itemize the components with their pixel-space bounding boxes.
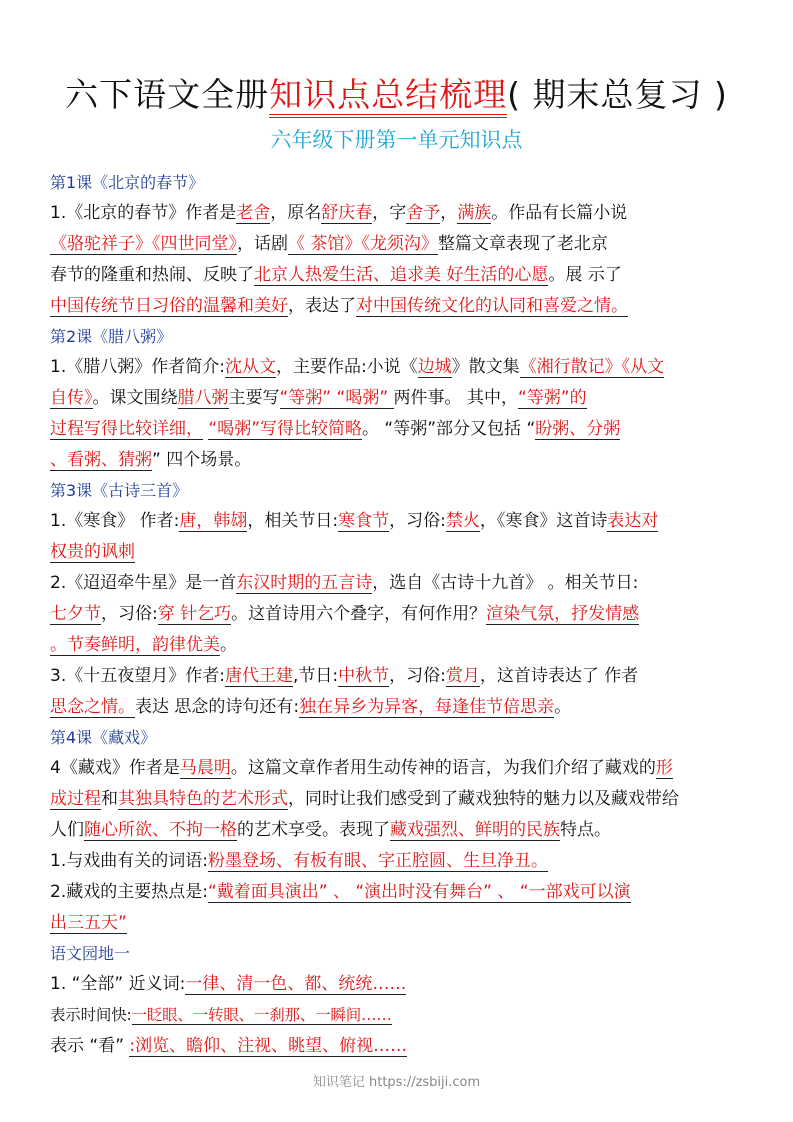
answer: “戴着面具演出” 、 “演出时没有舞台” 、 “一部戏可以演 (207, 882, 631, 902)
text: 4《藏戏》作者是 (50, 758, 180, 778)
answer: 出三五天” (50, 913, 127, 933)
text: 2.《迢迢牵牛星》是一首 (50, 573, 237, 593)
answer: 满族 (457, 203, 492, 223)
paragraph-line (50, 753, 750, 784)
paragraph-line (50, 352, 750, 383)
lesson-1-heading: 第1课《北京的春节》 (50, 173, 205, 192)
text: 。 (554, 697, 572, 717)
text: 》散文集 (451, 357, 520, 377)
title-part: 六下语文全册 (65, 75, 270, 114)
text: 2.藏戏的主要热点是: (50, 882, 208, 902)
lesson-4-heading: 第4课《藏戏》 (50, 728, 157, 747)
text: ，习俗: (389, 511, 446, 531)
text: 表示时间快: (50, 1006, 132, 1024)
answer: 舒庆春 (321, 203, 373, 223)
text: ，主要作品:小说《 (275, 357, 418, 377)
text: ，这首诗表达了 作者 (479, 666, 639, 686)
paragraph-line (50, 1031, 750, 1062)
answer: 寒食节 (338, 511, 390, 531)
text: 1.与戏曲有关的词语: (50, 851, 208, 871)
paragraph-line (50, 908, 750, 939)
garden-heading: 语文园地一 (50, 944, 131, 963)
answer: “喝粥”写得比较简略 (208, 419, 363, 439)
answer: 。节奏鲜明，韵律优美 (50, 635, 220, 655)
text: 的艺术享受。表现了 (237, 820, 390, 840)
paragraph-line (50, 198, 750, 229)
lesson-2-heading: 第2课《腊八粥》 (50, 327, 173, 346)
answer: 老舍 (236, 203, 271, 223)
paragraph-line (50, 877, 750, 908)
paragraph-line (50, 661, 750, 692)
answer: 权贵的讽刺 (50, 542, 135, 562)
text: 。 “等粥”部分又包括 “ (362, 419, 536, 439)
answer: 赏月 (445, 666, 480, 686)
answer: 《 茶馆》《龙须沟》 (288, 234, 438, 254)
answer: 粉墨登场、有板有眼、字正腔圆、生旦净丑。 (207, 851, 548, 871)
text: ，话剧 (237, 234, 288, 254)
text: 。课文围绕 (92, 388, 178, 408)
paragraph-line (50, 414, 750, 445)
paragraph-line (50, 537, 750, 568)
answer: 中国传统节日习俗的温馨和美好 (50, 296, 288, 316)
answer: 七夕节 (50, 604, 101, 624)
text: ，表达了 (288, 296, 356, 316)
answer: 腊八粥 (177, 388, 229, 408)
text: 1. “全部” 近义词: (50, 974, 186, 994)
answer: 其独具特色的艺术形式 (118, 789, 288, 809)
paragraph-line (50, 291, 750, 322)
text: ， (440, 203, 458, 223)
paragraph-line (50, 599, 750, 630)
text: 1.《寒食》 作者: (50, 511, 180, 531)
text: ，同时让我们感受到了藏戏独特的魅力以及藏戏带给 (288, 789, 679, 809)
answer: 唐代王建 (224, 666, 293, 686)
text: ，相关节日: (247, 511, 339, 531)
paragraph-line (50, 692, 750, 723)
paragraph-line (50, 630, 750, 661)
answer: 马晨明 (179, 758, 231, 778)
answer: 唐，韩翃 (179, 511, 248, 531)
text: 1.《腊八粥》作者简介: (50, 357, 225, 377)
answer: :浏览、瞻仰、注视、眺望、俯视…… (129, 1036, 408, 1056)
answer: 穿 针乞巧 (157, 604, 232, 624)
answer: “等粥”的 (517, 388, 587, 408)
text: ，《寒食》这首诗 (479, 511, 608, 531)
paragraph-line (50, 445, 750, 476)
answer: 独在异乡为异客，每逢佳节倍思亲 (299, 697, 555, 717)
text: 和 (101, 789, 118, 809)
text: 人们 (50, 820, 84, 840)
text: 特点。 (560, 820, 611, 840)
paragraph-line (50, 846, 750, 877)
text: 两件事。 其中， (393, 388, 518, 408)
text: 3.《十五夜望月》作者: (50, 666, 225, 686)
paragraph-line (50, 260, 750, 291)
answer: 对中国传统文化的认同和喜爱之情。 (356, 296, 628, 316)
answer: 一律、清一色、都、统统…… (185, 974, 407, 994)
paragraph-line (50, 1000, 750, 1031)
answer: 禁火 (445, 511, 480, 531)
page-title (0, 72, 793, 118)
answer: 《骆驼祥子》《四世同堂》 (50, 234, 237, 254)
answer: 成过程 (50, 789, 101, 809)
footer-watermark: 知识笔记 https://zsbiji.com (312, 1075, 481, 1090)
lesson-3-heading: 第3课《古诗三首》 (50, 481, 189, 500)
answer: 盼粥、分粥 (535, 419, 621, 439)
text: 。展 示了 (548, 265, 622, 285)
answer: 表达对 (607, 511, 659, 531)
answer: 中秋节 (338, 666, 390, 686)
text: 表示 “看” (50, 1036, 130, 1056)
title-highlight: 知识点总结梳理 (269, 75, 507, 118)
answer: 形 (655, 758, 673, 778)
text: ，字 (372, 203, 407, 223)
text: 整篇文章表现了老北京 (437, 234, 608, 254)
answer: 渲染气氛，抒发情感 (486, 604, 640, 624)
title-part: ( 期末总复习 ) (507, 75, 728, 114)
text: ，习俗: (101, 604, 158, 624)
answer: 一眨眼、一转眼、一刹那、一瞬间…… (131, 1006, 392, 1024)
text: 。 (220, 635, 237, 655)
answer: 随心所欲、不拘一格 (84, 820, 237, 840)
answer: 藏戏强烈、鲜明的民族 (390, 820, 560, 840)
paragraph-line (50, 784, 750, 815)
text: 1.《北京的春节》作者是 (50, 203, 237, 223)
answer: “等粥” “喝粥” (279, 388, 394, 408)
paragraph-line (50, 506, 750, 537)
text: ，原名 (270, 203, 322, 223)
answer: 东汉时期的五言诗 (236, 573, 373, 593)
answer: 舍予 (406, 203, 441, 223)
paragraph-line (50, 568, 750, 599)
answer: 思念之情。 (50, 697, 135, 717)
unit-subtitle: 六年级下册第一单元知识点 (270, 128, 523, 152)
answer: 自传》 (50, 388, 93, 408)
text: 。这篇文章作者用生动传神的语言，为我们介绍了藏戏的 (230, 758, 656, 778)
text: ” 四个场景。 (152, 450, 252, 470)
paragraph-line (50, 383, 750, 414)
answer: 沈从文 (224, 357, 276, 377)
text: ，选自《古诗十九首》 。相关节日: (372, 573, 639, 593)
answer: 过程写得比较详细， (50, 419, 203, 439)
text: 。作品有长篇小说 (491, 203, 628, 223)
text: 。这首诗用六个叠字，有何作用？ (231, 604, 487, 624)
paragraph-line (50, 229, 750, 260)
answer: 北京人热爱生活、追求美 好生活的心愿 (254, 265, 549, 285)
text: ，习俗: (389, 666, 446, 686)
text: ,节日: (292, 666, 339, 686)
paragraph-line (50, 969, 750, 1000)
answer: 《湘行散记》《从文 (519, 357, 665, 377)
text: 主要写 (228, 388, 280, 408)
text: 春节的隆重和热闹、反映了 (50, 265, 254, 285)
answer: 、看粥、猜粥 (50, 450, 152, 470)
paragraph-line (50, 815, 750, 846)
answer: 边城 (417, 357, 452, 377)
content-body (50, 168, 750, 1062)
text: 表达 思念的诗句还有: (135, 697, 300, 717)
